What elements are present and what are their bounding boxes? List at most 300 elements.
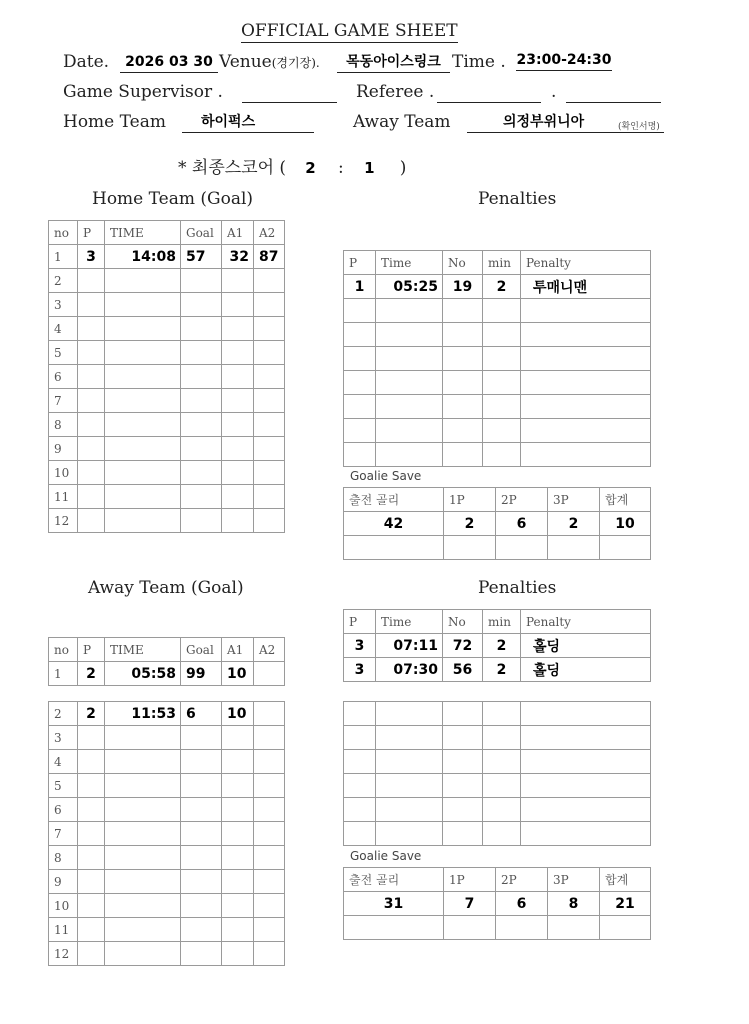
penalty-row-empty [344, 443, 651, 467]
goalie-empty-row [344, 916, 651, 940]
cell-no: 12 [49, 509, 78, 533]
column-header: 2P [496, 488, 548, 512]
cell-assist-1[interactable] [222, 413, 254, 437]
cell-time[interactable] [105, 317, 181, 341]
cell-goal[interactable] [181, 894, 222, 918]
goal-row [49, 413, 285, 437]
cell-period-3-saves[interactable]: 8 [548, 892, 600, 916]
cell-assist-1[interactable] [222, 942, 254, 966]
cell-assist-2[interactable] [254, 389, 285, 413]
cell-empty[interactable] [344, 536, 444, 560]
cell-minutes[interactable] [483, 299, 521, 323]
cell-penalty[interactable] [521, 702, 651, 726]
home-goalie-save-label: Goalie Save [350, 469, 422, 483]
cell-empty[interactable] [444, 536, 496, 560]
cell-player-no[interactable] [443, 750, 483, 774]
cell-time[interactable] [376, 419, 443, 443]
cell-period[interactable] [344, 299, 376, 323]
cell-time[interactable] [376, 323, 443, 347]
cell-minutes[interactable]: 2 [483, 658, 521, 682]
cell-time[interactable] [105, 389, 181, 413]
cell-assist-2[interactable] [254, 317, 285, 341]
goal-row [49, 662, 285, 686]
cell-assist-1[interactable] [222, 461, 254, 485]
cell-period[interactable] [78, 509, 105, 533]
cell-player-no[interactable] [443, 419, 483, 443]
cell-time[interactable] [105, 918, 181, 942]
home-goalie-save-table [343, 487, 651, 560]
cell-assist-2[interactable] [254, 365, 285, 389]
cell-penalty[interactable] [521, 443, 651, 467]
referee-field-1[interactable] [437, 82, 541, 103]
cell-minutes[interactable] [483, 347, 521, 371]
time-field[interactable]: 23:00-24:30 [516, 50, 612, 71]
referee-separator: . [551, 82, 557, 102]
cell-penalty[interactable] [521, 395, 651, 419]
cell-period-2-saves[interactable]: 6 [496, 892, 548, 916]
home-team-field[interactable] [182, 112, 314, 133]
cell-penalty[interactable] [521, 419, 651, 443]
cell-period-1-saves[interactable]: 2 [444, 512, 496, 536]
cell-assist-2[interactable] [254, 662, 285, 686]
cell-assist-1[interactable]: 10 [222, 702, 254, 726]
goalie-values-row [344, 892, 651, 916]
cell-goal[interactable] [181, 485, 222, 509]
cell-assist-1[interactable] [222, 317, 254, 341]
cell-empty[interactable] [496, 916, 548, 940]
cell-player-no[interactable] [443, 347, 483, 371]
cell-player-no[interactable] [443, 323, 483, 347]
cell-period[interactable] [344, 395, 376, 419]
cell-no: 6 [49, 365, 78, 389]
cell-time[interactable] [105, 870, 181, 894]
cell-assist-2[interactable] [254, 485, 285, 509]
cell-total-saves[interactable]: 10 [600, 512, 651, 536]
away-team-label: Away Team [353, 112, 451, 132]
cell-time[interactable] [376, 347, 443, 371]
cell-period[interactable] [344, 347, 376, 371]
cell-assist-2[interactable] [254, 846, 285, 870]
cell-assist-2[interactable] [254, 822, 285, 846]
cell-time[interactable]: 07:11 [376, 634, 443, 658]
cell-period[interactable] [78, 413, 105, 437]
cell-penalty[interactable] [521, 299, 651, 323]
referee-field-2[interactable] [566, 82, 661, 103]
cell-minutes[interactable] [483, 726, 521, 750]
cell-goal[interactable] [181, 389, 222, 413]
final-score-home[interactable]: 2 [305, 159, 316, 177]
cell-empty[interactable] [344, 916, 444, 940]
cell-period[interactable] [344, 419, 376, 443]
goal-row [49, 870, 285, 894]
away-goals-table-bottom [48, 701, 285, 966]
cell-assist-1[interactable] [222, 918, 254, 942]
penalty-row-empty [344, 750, 651, 774]
cell-time[interactable] [376, 750, 443, 774]
cell-time[interactable]: 05:25 [376, 275, 443, 299]
cell-empty[interactable] [444, 916, 496, 940]
goal-row [49, 509, 285, 533]
cell-player-no[interactable] [443, 774, 483, 798]
cell-total-saves[interactable]: 21 [600, 892, 651, 916]
cell-assist-1[interactable] [222, 437, 254, 461]
cell-minutes[interactable] [483, 395, 521, 419]
column-header: A2 [254, 638, 285, 662]
cell-period-1-saves[interactable]: 7 [444, 892, 496, 916]
cell-penalty[interactable] [521, 726, 651, 750]
cell-goal[interactable] [181, 774, 222, 798]
penalty-row-empty [344, 299, 651, 323]
cell-time[interactable]: 07:30 [376, 658, 443, 682]
cell-player-no[interactable] [443, 726, 483, 750]
cell-goal[interactable] [181, 269, 222, 293]
cell-no: 11 [49, 485, 78, 509]
column-header: P [344, 251, 376, 275]
cell-time[interactable] [376, 299, 443, 323]
cell-assist-1[interactable] [222, 822, 254, 846]
cell-goal[interactable] [181, 942, 222, 966]
cell-minutes[interactable] [483, 323, 521, 347]
cell-goal[interactable] [181, 726, 222, 750]
cell-time[interactable] [105, 413, 181, 437]
cell-goal[interactable] [181, 461, 222, 485]
cell-period[interactable] [78, 437, 105, 461]
cell-goal[interactable] [181, 509, 222, 533]
sign-note: (확인서명) [618, 122, 660, 132]
home-team-label: Home Team [63, 112, 166, 132]
cell-goal[interactable]: 6 [181, 702, 222, 726]
cell-assist-1[interactable] [222, 846, 254, 870]
cell-period[interactable] [78, 317, 105, 341]
supervisor-field[interactable] [242, 82, 337, 103]
home-penalties-table [343, 250, 651, 467]
cell-penalty[interactable]: 홀딩 [521, 658, 651, 682]
cell-period[interactable] [344, 822, 376, 846]
cell-no: 9 [49, 870, 78, 894]
cell-time[interactable] [105, 774, 181, 798]
cell-assist-1[interactable] [222, 389, 254, 413]
cell-assist-2[interactable]: 87 [254, 245, 285, 269]
cell-goal[interactable] [181, 798, 222, 822]
cell-assist-1[interactable] [222, 774, 254, 798]
penalty-row [344, 275, 651, 299]
cell-assist-2[interactable] [254, 293, 285, 317]
cell-assist-1[interactable] [222, 509, 254, 533]
cell-goal[interactable]: 57 [181, 245, 222, 269]
cell-period[interactable] [78, 918, 105, 942]
cell-time[interactable] [105, 822, 181, 846]
cell-assist-1[interactable] [222, 365, 254, 389]
goal-row [49, 461, 285, 485]
column-header: Time [376, 251, 443, 275]
cell-period[interactable] [78, 774, 105, 798]
penalty-row-empty [344, 395, 651, 419]
cell-time[interactable] [105, 750, 181, 774]
cell-assist-2[interactable] [254, 413, 285, 437]
cell-time[interactable] [105, 293, 181, 317]
cell-time[interactable] [105, 461, 181, 485]
goal-row [49, 774, 285, 798]
cell-period[interactable]: 1 [344, 275, 376, 299]
home-penalties-title: Penalties [478, 189, 557, 209]
column-header: 출전 골리 [344, 868, 444, 892]
cell-player-no[interactable] [443, 702, 483, 726]
cell-period[interactable] [78, 822, 105, 846]
cell-minutes[interactable]: 2 [483, 275, 521, 299]
cell-penalty[interactable] [521, 371, 651, 395]
cell-time[interactable] [376, 822, 443, 846]
cell-assist-2[interactable] [254, 870, 285, 894]
cell-period[interactable] [78, 461, 105, 485]
away-goals-table-top [48, 637, 285, 686]
cell-goal[interactable] [181, 365, 222, 389]
column-header: P [344, 610, 376, 634]
cell-assist-1[interactable] [222, 293, 254, 317]
cell-goal[interactable] [181, 822, 222, 846]
cell-period[interactable] [78, 942, 105, 966]
cell-goal[interactable] [181, 437, 222, 461]
cell-period[interactable] [78, 798, 105, 822]
final-score-away[interactable]: 1 [364, 159, 375, 177]
cell-period[interactable] [344, 726, 376, 750]
cell-assist-1[interactable] [222, 485, 254, 509]
cell-period[interactable] [78, 269, 105, 293]
cell-empty[interactable] [600, 536, 651, 560]
cell-assist-2[interactable] [254, 461, 285, 485]
cell-period[interactable] [344, 323, 376, 347]
cell-period[interactable]: 3 [344, 658, 376, 682]
cell-goal[interactable] [181, 341, 222, 365]
cell-time[interactable] [105, 341, 181, 365]
goal-row [49, 245, 285, 269]
cell-period[interactable] [344, 750, 376, 774]
cell-period[interactable] [78, 341, 105, 365]
cell-assist-1[interactable] [222, 726, 254, 750]
referee-label: Referee . [356, 82, 435, 102]
cell-no: 8 [49, 846, 78, 870]
cell-time[interactable] [376, 443, 443, 467]
cell-assist-2[interactable] [254, 750, 285, 774]
cell-time[interactable] [376, 395, 443, 419]
cell-goal[interactable] [181, 870, 222, 894]
cell-minutes[interactable] [483, 750, 521, 774]
column-header: No [443, 610, 483, 634]
cell-time[interactable]: 05:58 [105, 662, 181, 686]
cell-no: 4 [49, 317, 78, 341]
cell-goal[interactable] [181, 918, 222, 942]
cell-period[interactable] [78, 750, 105, 774]
cell-assist-2[interactable] [254, 918, 285, 942]
column-header: TIME [105, 221, 181, 245]
cell-minutes[interactable] [483, 798, 521, 822]
cell-player-no[interactable]: 56 [443, 658, 483, 682]
column-header: 1P [444, 488, 496, 512]
cell-assist-1[interactable]: 32 [222, 245, 254, 269]
cell-assist-2[interactable] [254, 726, 285, 750]
final-score-label: * 최종스코어 ( [178, 158, 287, 178]
goal-row [49, 822, 285, 846]
cell-assist-2[interactable] [254, 437, 285, 461]
cell-period[interactable] [78, 894, 105, 918]
cell-assist-2[interactable] [254, 942, 285, 966]
away-penalties-title: Penalties [478, 578, 557, 598]
cell-period[interactable] [78, 293, 105, 317]
cell-time[interactable] [105, 437, 181, 461]
cell-time[interactable]: 11:53 [105, 702, 181, 726]
cell-assist-2[interactable] [254, 269, 285, 293]
cell-period[interactable]: 2 [78, 702, 105, 726]
cell-assist-1[interactable] [222, 894, 254, 918]
venue-field[interactable]: 목동아이스링크 [337, 52, 450, 73]
cell-assist-2[interactable] [254, 774, 285, 798]
column-header: no [49, 221, 78, 245]
cell-minutes[interactable] [483, 702, 521, 726]
goal-row [49, 341, 285, 365]
cell-penalty[interactable] [521, 822, 651, 846]
cell-assist-1[interactable] [222, 870, 254, 894]
cell-goalie-no[interactable]: 42 [344, 512, 444, 536]
cell-player-no[interactable] [443, 395, 483, 419]
cell-period[interactable] [78, 726, 105, 750]
cell-time[interactable] [376, 371, 443, 395]
cell-period[interactable] [78, 365, 105, 389]
column-header: A1 [222, 221, 254, 245]
cell-assist-2[interactable] [254, 341, 285, 365]
goal-row [49, 365, 285, 389]
cell-time[interactable] [105, 365, 181, 389]
cell-minutes[interactable] [483, 371, 521, 395]
cell-time[interactable] [105, 942, 181, 966]
cell-goal[interactable] [181, 750, 222, 774]
cell-player-no[interactable] [443, 299, 483, 323]
cell-time[interactable] [376, 774, 443, 798]
penalty-row-empty [344, 774, 651, 798]
sheet-title: OFFICIAL GAME SHEET [241, 21, 458, 41]
goalie-empty-row [344, 536, 651, 560]
cell-period[interactable] [78, 870, 105, 894]
header-row [344, 610, 651, 634]
cell-goal[interactable] [181, 293, 222, 317]
home-goals-table [48, 220, 285, 533]
venue-label-ko: (경기장). [271, 56, 320, 70]
header-row [344, 488, 651, 512]
cell-assist-2[interactable] [254, 509, 285, 533]
cell-penalty[interactable]: 투매니맨 [521, 275, 651, 299]
cell-assist-1[interactable] [222, 798, 254, 822]
cell-empty[interactable] [496, 536, 548, 560]
cell-time[interactable] [376, 798, 443, 822]
cell-empty[interactable] [548, 916, 600, 940]
cell-time[interactable] [105, 798, 181, 822]
goal-row [49, 437, 285, 461]
cell-period[interactable] [344, 798, 376, 822]
penalty-row [344, 658, 651, 682]
cell-minutes[interactable] [483, 774, 521, 798]
cell-goal[interactable]: 99 [181, 662, 222, 686]
column-header: no [49, 638, 78, 662]
cell-assist-2[interactable] [254, 894, 285, 918]
column-header: 3P [548, 868, 600, 892]
cell-empty[interactable] [548, 536, 600, 560]
cell-penalty[interactable] [521, 798, 651, 822]
cell-penalty[interactable] [521, 750, 651, 774]
cell-time[interactable] [105, 894, 181, 918]
cell-penalty[interactable] [521, 323, 651, 347]
penalty-row-empty [344, 726, 651, 750]
cell-time[interactable] [105, 269, 181, 293]
cell-penalty[interactable] [521, 347, 651, 371]
cell-time[interactable] [376, 726, 443, 750]
cell-period[interactable] [78, 846, 105, 870]
cell-time[interactable] [105, 485, 181, 509]
cell-goal[interactable] [181, 317, 222, 341]
cell-no: 6 [49, 798, 78, 822]
cell-assist-1[interactable] [222, 269, 254, 293]
cell-period[interactable] [78, 389, 105, 413]
cell-minutes[interactable] [483, 443, 521, 467]
cell-period[interactable] [344, 774, 376, 798]
cell-player-no[interactable]: 72 [443, 634, 483, 658]
cell-no: 3 [49, 726, 78, 750]
cell-penalty[interactable]: 홀딩 [521, 634, 651, 658]
cell-period[interactable] [78, 485, 105, 509]
cell-period[interactable]: 3 [344, 634, 376, 658]
cell-time[interactable] [105, 726, 181, 750]
penalty-row-empty [344, 702, 651, 726]
cell-player-no[interactable] [443, 798, 483, 822]
final-score-separator: : [338, 158, 344, 178]
cell-goalie-no[interactable]: 31 [344, 892, 444, 916]
final-score-close: ) [399, 158, 407, 178]
cell-period-3-saves[interactable]: 2 [548, 512, 600, 536]
cell-minutes[interactable]: 2 [483, 634, 521, 658]
penalty-row-empty [344, 371, 651, 395]
cell-player-no[interactable] [443, 443, 483, 467]
cell-time[interactable]: 14:08 [105, 245, 181, 269]
cell-assist-2[interactable] [254, 702, 285, 726]
cell-period[interactable] [344, 443, 376, 467]
cell-period[interactable] [344, 371, 376, 395]
column-header: 3P [548, 488, 600, 512]
date-field[interactable]: 2026 03 30 [120, 52, 218, 73]
cell-assist-1[interactable] [222, 750, 254, 774]
cell-time[interactable] [376, 702, 443, 726]
cell-time[interactable] [105, 509, 181, 533]
cell-assist-1[interactable]: 10 [222, 662, 254, 686]
cell-no: 10 [49, 461, 78, 485]
goal-row [49, 894, 285, 918]
cell-period[interactable]: 3 [78, 245, 105, 269]
cell-minutes[interactable] [483, 822, 521, 846]
cell-empty[interactable] [600, 916, 651, 940]
goal-row [49, 750, 285, 774]
cell-penalty[interactable] [521, 774, 651, 798]
cell-goal[interactable] [181, 413, 222, 437]
cell-period-2-saves[interactable]: 6 [496, 512, 548, 536]
cell-assist-1[interactable] [222, 341, 254, 365]
cell-player-no[interactable] [443, 371, 483, 395]
cell-minutes[interactable] [483, 419, 521, 443]
cell-goal[interactable] [181, 846, 222, 870]
cell-period[interactable]: 2 [78, 662, 105, 686]
cell-time[interactable] [105, 846, 181, 870]
cell-assist-2[interactable] [254, 798, 285, 822]
cell-player-no[interactable]: 19 [443, 275, 483, 299]
cell-no: 1 [49, 662, 78, 686]
venue-label [219, 51, 320, 74]
cell-period[interactable] [344, 702, 376, 726]
cell-player-no[interactable] [443, 822, 483, 846]
